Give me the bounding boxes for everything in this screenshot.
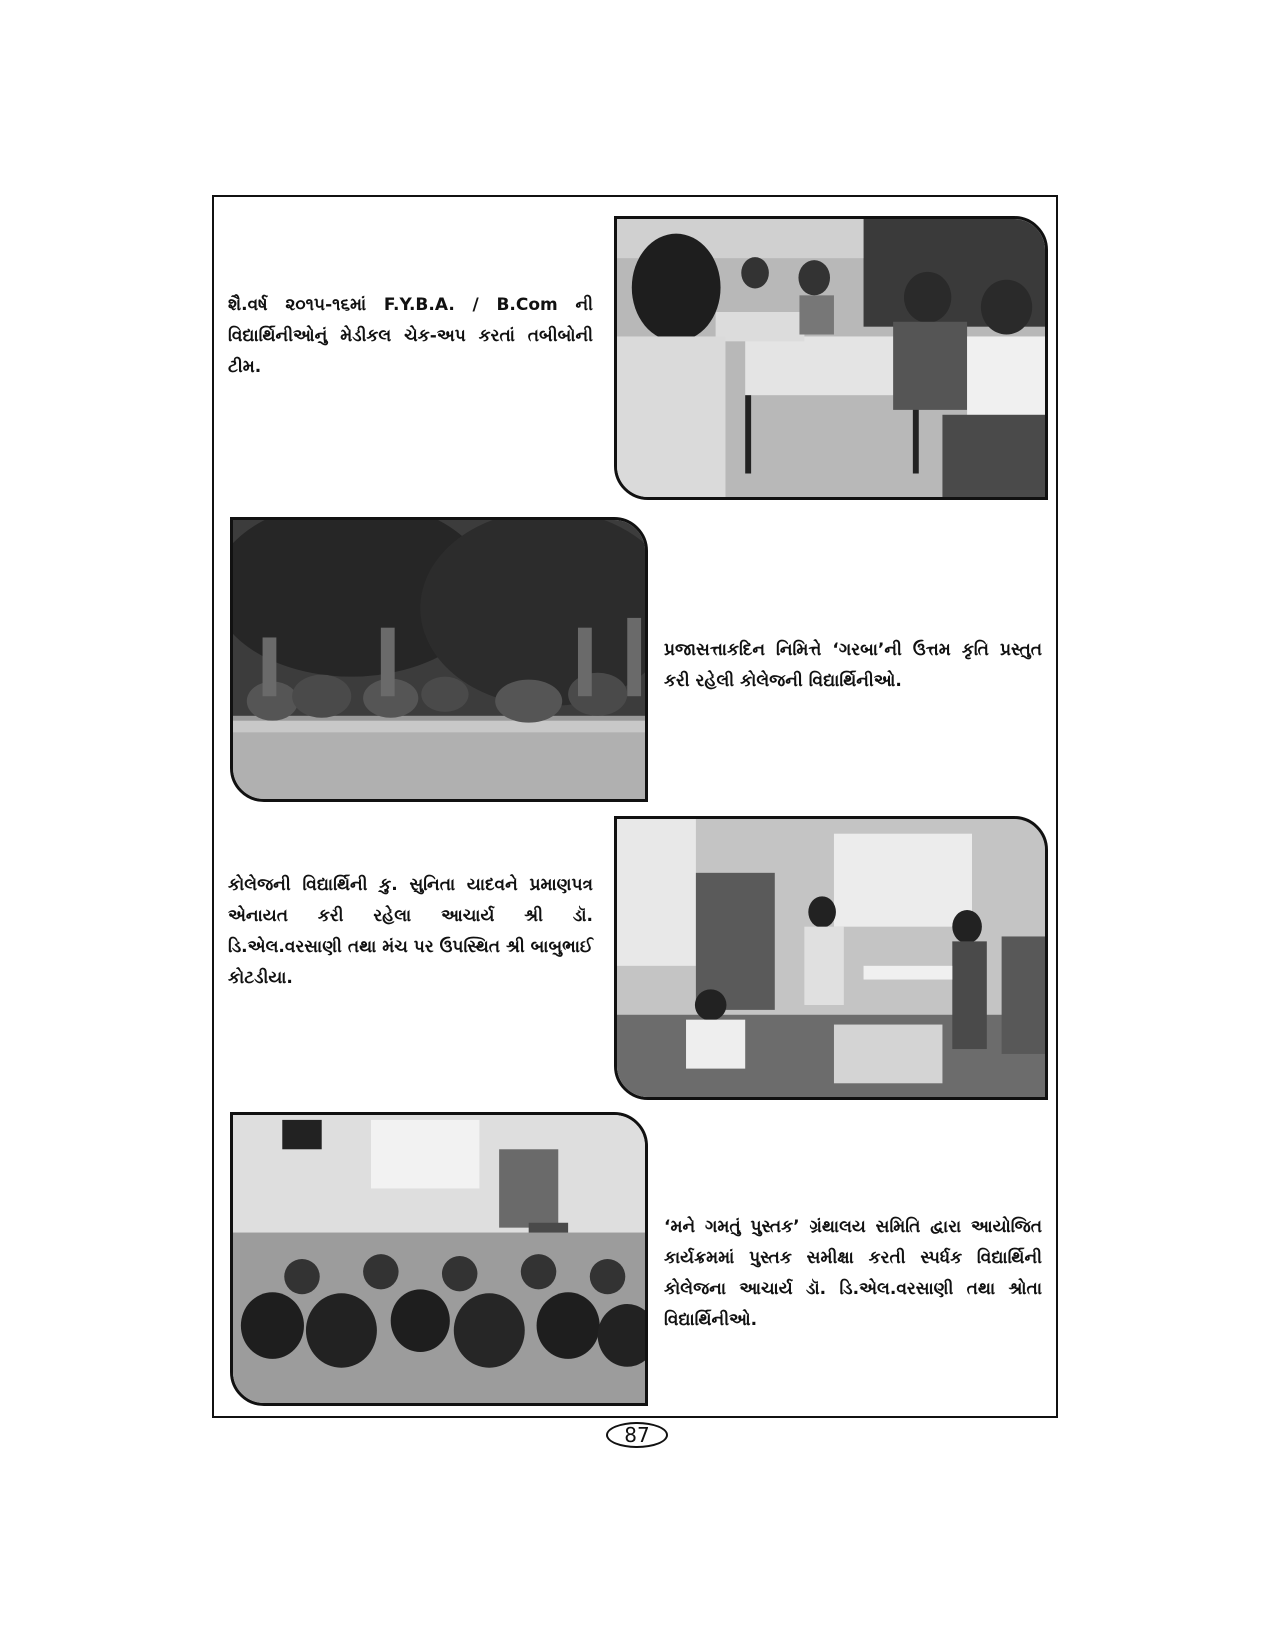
caption-book-review: ‘મને ગમતું પુસ્તક’ ગ્રંથાલય સમિતિ દ્વારા આયોજિત કાર્યક્રમમાં પુસ્તક સમીક્ષા કરતી સ્પર્ધક વિદ્યાર્થિની કોલેજના આચાર્ય ડૉ. ડિ.એલ.વરસાણી તથા શ્રોતા વિદ્યાર્થિનીઓ. bbox=[664, 1217, 1042, 1330]
certificate-award-image bbox=[617, 819, 1045, 1097]
garba-performance-image bbox=[233, 520, 645, 799]
caption-medical-checkup: શૈ.વર્ષ ૨૦૧૫-૧૬માં F.Y.B.A. / B.Com ની વિદ્યાર્થિનીઓનું મેડીકલ ચેક-અપ કરતાં તબીબોની ટીમ. bbox=[228, 295, 593, 377]
photo-garba-performance bbox=[230, 517, 648, 802]
photo-book-review bbox=[230, 1112, 648, 1406]
caption-garba-performance: પ્રજાસત્તાકદિન નિમિત્તે ‘ગરબા’ની ઉત્તમ કૃતિ પ્રસ્તુત કરી રહેલી કોલેજની વિદ્યાર્થિનીઓ. bbox=[664, 640, 1042, 691]
page-number: 87 bbox=[606, 1422, 668, 1448]
photo-certificate-award bbox=[614, 816, 1048, 1100]
book-review-image bbox=[233, 1115, 645, 1403]
photo-medical-checkup bbox=[614, 216, 1048, 500]
caption-certificate-award: કોલેજની વિદ્યાર્થિની કુ. સુનિતા યાદવને પ્રમાણપત્ર એનાયત કરી રહેલા આચાર્ય શ્રી ડૉ. ડિ.એલ.વરસાણી તથા મંચ પર ઉપસ્થિત શ્રી બાબુભાઈ કોટડીયા. bbox=[228, 875, 593, 988]
medical-checkup-image bbox=[617, 219, 1045, 497]
